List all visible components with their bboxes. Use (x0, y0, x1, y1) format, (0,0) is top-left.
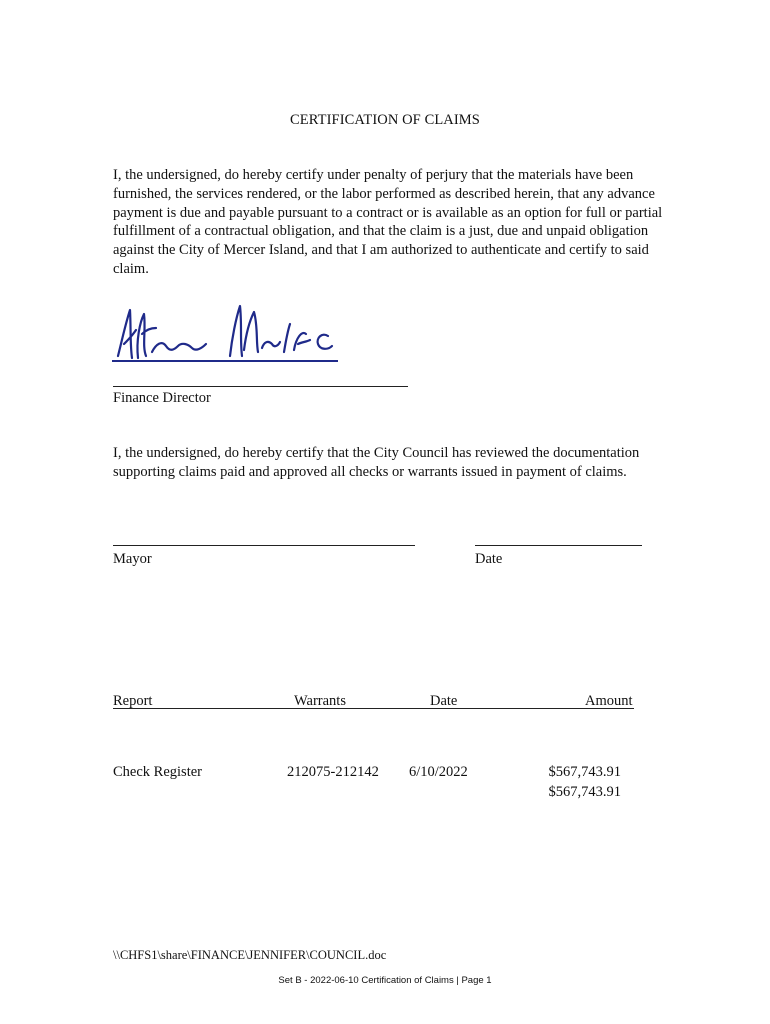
mayor-label: Mayor (113, 551, 152, 567)
table-total-amount: $567,743.91 (548, 784, 621, 800)
table-cell-amount: $567,743.91 (548, 764, 621, 780)
finance-director-signature (112, 300, 342, 372)
column-header-date: Date (430, 693, 458, 709)
date-label: Date (475, 551, 503, 567)
page-footer: Set B - 2022-06-10 Certification of Claims | Page 1 (278, 975, 492, 986)
table-cell-report: Check Register (113, 764, 202, 780)
finance-director-signature-line (113, 386, 408, 387)
table-header-underline (113, 708, 634, 709)
column-header-report: Report (113, 693, 153, 709)
column-header-warrants: Warrants (294, 693, 346, 709)
column-header-amount: Amount (585, 693, 633, 709)
document-title: CERTIFICATION OF CLAIMS (290, 112, 480, 128)
file-path: \\CHFS1\share\FINANCE\JENNIFER\COUNCIL.doc (113, 948, 387, 962)
finance-director-label: Finance Director (113, 390, 211, 406)
council-certification-paragraph: I, the undersigned, do hereby certify that the City Council has reviewed the documentation supporting claims paid and approved all checks or warrants issued in payment of claims. (113, 445, 640, 480)
table-cell-warrants: 212075-212142 (287, 764, 379, 780)
table-cell-date: 6/10/2022 (409, 764, 468, 780)
date-signature-line (475, 545, 642, 546)
certification-paragraph: I, the undersigned, do hereby certify under penalty of perjury that the materials have been furnished, the services rendered, or the labor performed as described herein, that any advance payment is due and payable pursuant to a contract or is available as an option for full or partial fulfillment of a contractual obligation, and that the claim is a just, due and unpaid obligation against the City of Mercer Island, and that I am authorized to authenticate and certify to said claim. (113, 167, 663, 277)
mayor-signature-line (113, 545, 415, 546)
